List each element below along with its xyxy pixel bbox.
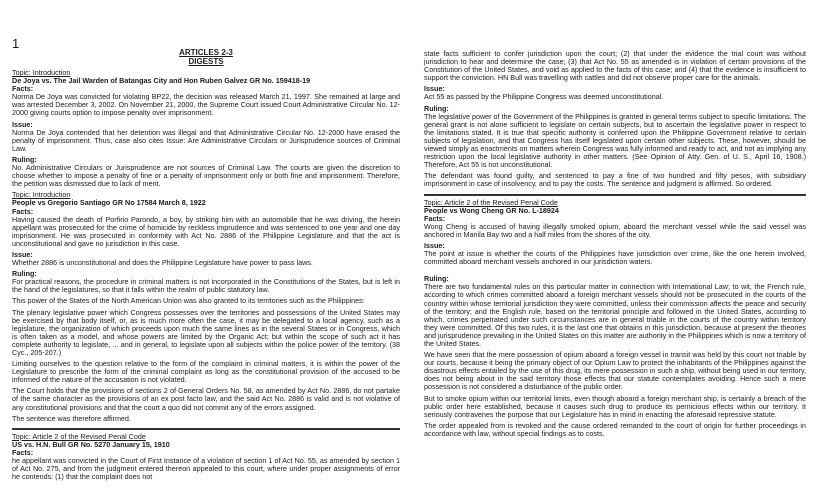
case3-facts: he appellant was convicted in the Court of First Instance of a violation of section 1 of Act No. 55, as amended by section 1 of Act No. 275, and from the judgment entered thereon appealed to this court, where under proper assignments of error he contends: (1) that the complaint does not (12, 456, 400, 482)
case1-facts-label: Facts: (12, 84, 34, 94)
case1-issue: Norma De Joya contended that her detention was illegal and that Administrative Circular No. 12-2000 have erased the penalty of imprisonment. Thus, case also cites Issue: Are Administrative Circulars or Jurisprudence sources of Criminal Law. (12, 127, 400, 153)
section-divider (12, 428, 400, 430)
case2-issue-label: Issue: (12, 249, 33, 259)
case1-title: De Joya vs. The Jail Warden of Batangas City and Hon Ruben Galvez GR No. 159418-19 (12, 76, 311, 86)
case1-ruling: No. Administrative Circulars or Jurisprudence are not sources of Criminal Law. The courts are given the discretion to choose whether to impose a penalty of fine or a penalty of imprisonment only or both fine and imprisonment. Therefore, the petition was dismissed due to lack of merit. (12, 163, 400, 189)
case2-facts: Having caused the death of Porfirio Parondo, a boy, by striking him with an automobile that he was driving, the herein appellant was prosecuted for the crime of homicide by reckless imprudence and was sentenced to one year and one day imprisonment. He was prosecuted in conformity with Act No. 2886 of the Philippine Legislature and that the act is unconstitutional and gave no jurisdiction in this case. (12, 214, 400, 248)
case4-ruling-1: There are two fundamental rules on this particular matter in connection with International Law; to wit, the French rule, according to which crimes committed aboard a foreign merchant vessels should not be prosecuted in the courts of the country within whose territorial jurisdiction they were committed, unless their commission affects the peace and security of the territory; and the English rule, based on the territorial principle and followed in the United States, according to which, crimes perpetrated under such circumstances are in general triable in the courts of the country within territory they were committed. Of this two rules, it is the last one that obtains in this jurisdiction, because at present the theories and jurisprudence prevailing in the United States on this matter are authority in the Philippines which is now a territory of the United States. (424, 282, 806, 348)
case4-topic: Topic: Article 2 of the Revised Penal Code (424, 197, 558, 207)
section-divider (424, 194, 806, 196)
case2-ruling-2: This power of the States of the North American Union was also granted to its territories such as the Philippines: (12, 296, 365, 306)
case3-issue-label: Issue: (424, 84, 445, 94)
case2-ruling-1: For practical reasons, the procedure in criminal matters is not incorporated in the Constitutions of the States, but is left in the hand of the legislatures, so that it falls within the realm of public statutory law. (12, 277, 400, 295)
case4-title: People vs Wong Cheng GR No. L-18924 (424, 205, 559, 215)
case4-facts-label: Facts: (424, 213, 446, 223)
case2-ruling-label: Ruling: (12, 269, 37, 279)
heading-digests: DIGESTS (188, 57, 224, 66)
case3-topic: Topic: Article 2 of the Revised Penal Code (12, 431, 146, 441)
heading-articles: ARTICLES 2-3 (179, 48, 233, 57)
case2-ruling-5: The Court holds that the provisions of sections 2 of General Orders No. 58, as amended by Act No. 2886, do not partake of the same character as the provisions of an ex post facto law, and the said Act No. 2886 is valid and is not violative of any constitutional provisions and that the court a quo did not commit any of the errors assigned. (12, 386, 400, 412)
page-number: 1 (12, 36, 20, 51)
case1-facts: Norma De Joya was convicted for violating BP22, the decision was released March 21, 1997. She remained at large and was arrested December 3, 2002. On November 21, 2000, the Supreme Court issued Court Administrative Circular No. 12-2000 giving courts option to impose penalty over imprisonment. (12, 92, 400, 118)
right-column (424, 50, 806, 441)
case1-topic: Topic: Introduction (12, 68, 71, 77)
case4-facts: Wong Cheng is accused of having illegally smoked opium, aboard the merchant vessel while the said vessel was anchored in Manila Bay two and a half miles from the shores of the city. (424, 221, 806, 239)
case4-ruling-3: But to smoke opium within our territorial limits, even though aboard a foreign merchant ship, is certainly a breach of the public order here established, because it causes such drug to produce its pernicious effects within our territory. It seriously contravenes the purpose that our Legislature has in mind in enacting the aforesaid repressive statute. (424, 393, 806, 419)
case2-ruling-3: The plenary legislative power which Congress possesses over the territories and possessions of the United States may be exercised by that body itself, or, as is much more often the case, it may be delegated to a local agency, such as a legislature, the organization of which proceeds upon much the same lines as in the several States or in Congress, which is often taken as a model, and whose powers are limited by the Organic Act; but within the scope of such act it has complete authority to legislate, ... and in general, to legislate upon all subjects within the police power of the territory. (38 Cyc., 205-207.) (12, 307, 400, 357)
case4-issue-label: Issue: (424, 240, 445, 250)
case3-title: US vs. H.N. Bull GR No. 5270 January 15, 1910 (12, 439, 170, 449)
case3-ruling-1: The legislative power of the Government of the Philippines is granted in general terms subject to specific limitations. The general grant is not alone sufficient to legislate on certain subjects, but to ascertain the legislative power in respect to the limitations stated. It is true that specific authority is conferred upon the Philippine Government relative to certain subjects of legislation, and that Congress has itself legislated upon certain other subjects. These, however, should be viewed simply as enactments on matters wherein Congress was fully informed and ready to act, and not as implying any restriction upon the local legislative authority in other matters. (See Opinion of Atty. Gen. of U. S., April 16, 1908.) Therefore, Act 55 is not unconstitutional. (424, 111, 806, 170)
case3-issue: Act 55 as passed by the Philippine Congress was deemed unconstitutional. (424, 92, 664, 102)
case2-issue: Whether 2886 is unconstitutional and does the Philippine Legislature have power to pass laws. (12, 258, 313, 268)
case4-issue: The point at issue is whether the courts of the Philippines have jurisdiction over crime, like the one herein involved, committed aboard merchant vessels anchored in our jurisdiction waters. (424, 249, 806, 267)
case2-topic: Topic: Introduction (12, 190, 71, 200)
case3-facts-continued: state facts sufficient to confer jurisdiction upon the court; (2) that under the evidence the trial court was without jurisdiction to hear and determine the case; (3) that Act No. 55 as amended is in violation of certain provisions of the Constitution of the United States, and void as applied to the facts of this case; and (4) that the evidence is insufficient to support the conviction. HN Bull was travelling with cattles and did not observe proper care for the animals. (424, 49, 806, 83)
case2-ruling-4: Limiting ourselves to the question relative to the form of the complaint in criminal matters, it is within the power of the Legislature to prescribe the form of the criminal complaint as long as the constitutional provision of the accused to be informed of the nature of the accusation is not violated. (12, 359, 400, 385)
case1-issue-label: Issue: (12, 119, 33, 129)
case4-ruling-label: Ruling: (424, 274, 449, 284)
case2-ruling-6: The sentence was therefore affirmed. (12, 413, 131, 423)
case2-title: People vs Gregorio Santiago GR No 17584 March 8, 1922 (12, 198, 206, 208)
case1-ruling-label: Ruling: (12, 154, 37, 164)
left-column (12, 48, 400, 484)
case4-ruling-2: We have seen that the mere possession of opium aboard a foreign vessel in transit was held by this court not triable by our courts, because it being the primary object of our Opium Law to protect the inhabitants of the Philippines against the disastrous effects entailed by the use of this drug, its mere possession in such a ship, without being used in our territory, does not being about in the said territory those effects that our statute contemplates avoiding. Hence such a mere possession is not considered a disturbance of the public order. (424, 350, 806, 392)
case2-facts-label: Facts: (12, 206, 34, 216)
case4-ruling-4: The order appealed from is revoked and the cause ordered remanded to the court of origin for further proceedings in accordance with law, without special findings as to costs. (424, 420, 806, 438)
case3-ruling-label: Ruling: (424, 103, 449, 113)
case3-facts-label: Facts: (12, 447, 34, 457)
case3-ruling-2: The defendant was found guilty, and sentenced to pay a fine of two hundred and fifty pesos, with subsidiary imprisonment in case of insolvency, and to pay the costs. The sentence and judgment is affirmed. So ordered. (424, 171, 806, 189)
